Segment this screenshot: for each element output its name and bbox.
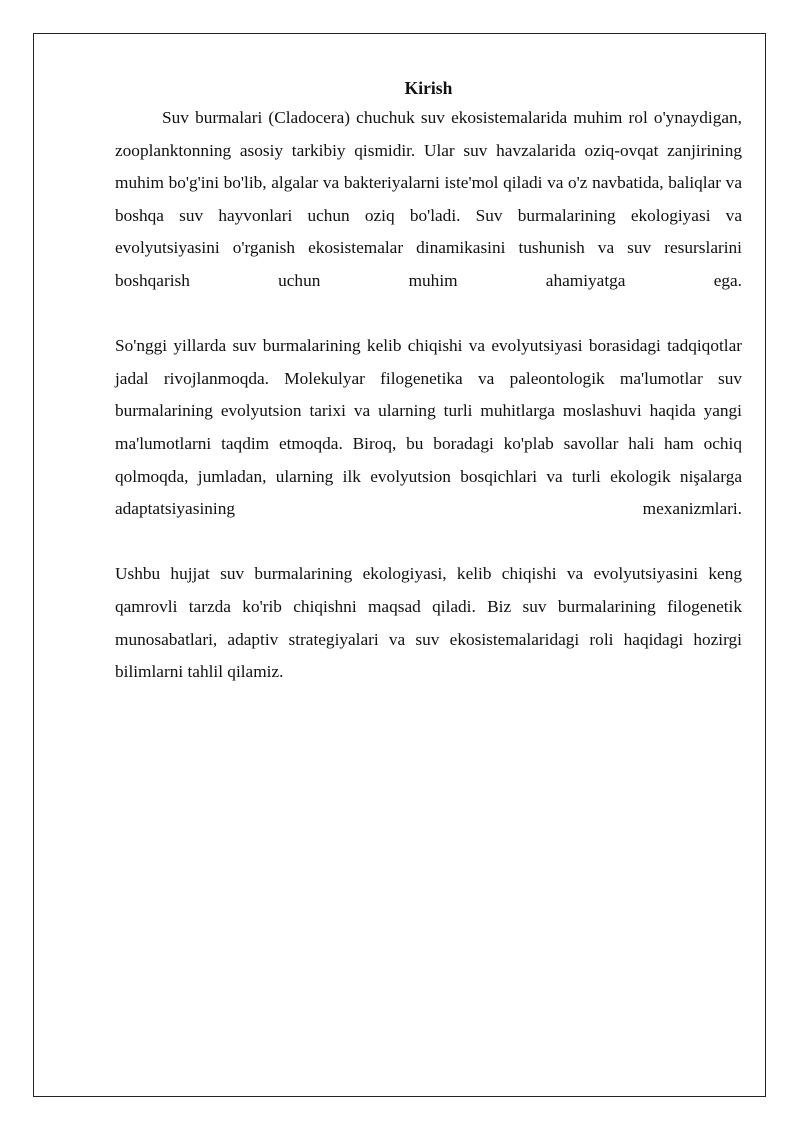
paragraph-1: Suv burmalari (Cladocera) chuchuk suv ekosistemalarida muhim rol o'ynaydigan, zooplanktonning asosiy tarkibiy qismidir. Ular suv havzalarida oziq-ovqat zanjirining muhim bo'g'ini bo'lib, algalar va bakteriyalarni iste'mol qiladi va o'z navbatida, baliqlar va boshqa suv hayvonlari uchun oziq bo'ladi. Suv burmalarining ekologiyasi va evolyutsiyasini o'rganish ekosistemalar dinamikasini tushunish va suv resurslarini boshqarish uchun muhim ahamiyatga ega. bbox=[115, 108, 742, 290]
document-title: Kirish bbox=[404, 78, 453, 98]
document-body bbox=[115, 76, 742, 689]
paragraph-3: Ushbu hujjat suv burmalarining ekologiyasi, kelib chiqishi va evolyutsiyasini keng qamrovli tarzda ko'rib chiqishni maqsad qiladi. Biz suv burmalarining filogenetik munosabatlari, adaptiv strategiyalari va suv ekosistemalaridagi roli haqidagi hozirgi bilimlarni tahlil qilamiz. bbox=[115, 564, 742, 682]
paragraph-spacer bbox=[115, 298, 742, 331]
paragraph-spacer bbox=[115, 526, 742, 559]
paragraph-2: So'nggi yillarda suv burmalarining kelib chiqishi va evolyutsiyasi borasidagi tadqiqotlar jadal rivojlanmoqda. Molekulyar filogenetika va paleontologik ma'lumotlar suv burmalarining evolyutsion tarixi va ularning turli muhitlarga moslashuvi haqida yangi ma'lumotlarni taqdim etmoqda. Biroq, bu boradagi ko'plab savollar hali ham ochiq qolmoqda, jumladan, ularning ilk evolyutsion bosqichlari va turli ekologik nişalarga adaptatsiyasining mexanizmlari. bbox=[115, 336, 742, 519]
